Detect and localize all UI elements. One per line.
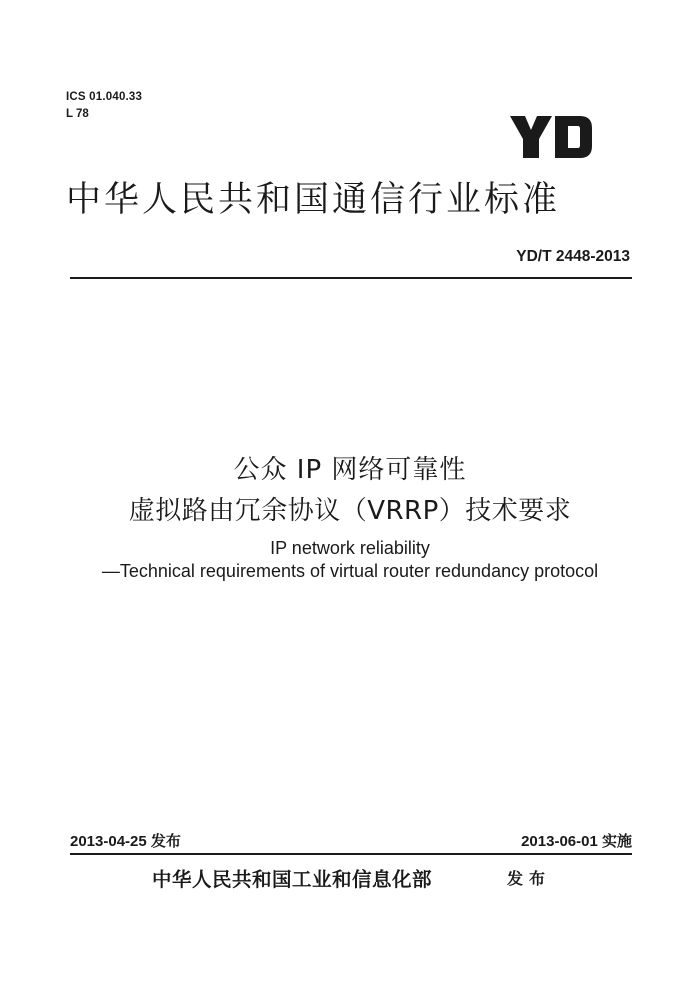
top-divider [70,277,632,279]
ics-code: ICS 01.040.33 [66,91,143,103]
title-cn-line2: 虚拟路由冗余协议（VRRP）技术要求 [128,496,572,526]
implementation-date: 2013-06-01 实施 [521,833,632,850]
ccs-code: L 78 [66,108,89,120]
standard-body-title: 中华人民共和国通信行业标准 [66,180,561,220]
publish-date: 2013-04-25 发布 [70,833,181,850]
title-cn-line1: 公众 IP 网络可靠性 [233,455,467,485]
title-en-line1: IP network reliability [270,538,430,558]
bottom-divider [70,853,632,855]
issuing-authority: 中华人民共和国工业和信息化部 [152,868,433,891]
issue-label: 发布 [507,869,552,888]
yd-logo [508,114,594,160]
standard-number: YD/T 2448-2013 [516,248,630,265]
title-en-line2: —Technical requirements of virtual router redundancy protocol [101,561,599,581]
